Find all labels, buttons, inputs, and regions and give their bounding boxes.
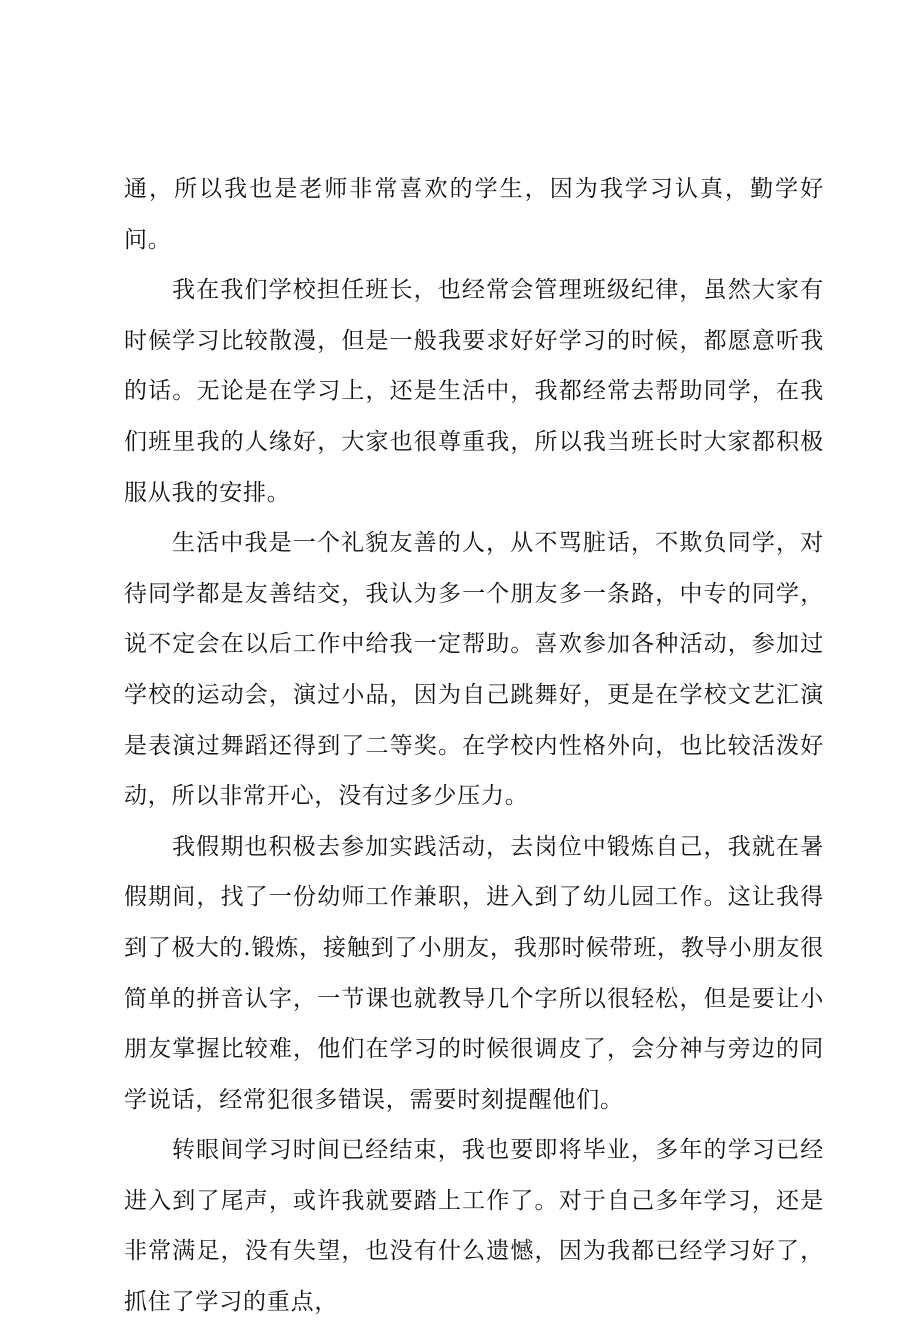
paragraph-graduation: 转眼间学习时间已经结束，我也要即将毕业，多年的学习已经进入到了尾声，或许我就要踏上工作了。对于自己多年学习，还是非常满足，没有失望，也没有什么遗憾，因为我都已经学习好了，抓住了学习的重点， [124,1137,824,1316]
paragraph-personality: 生活中我是一个礼貌友善的人，从不骂脏话，不欺负同学，对待同学都是友善结交，我认为多一个朋友多一条路，中专的同学，说不定会在以后工作中给我一定帮助。喜欢参加各种活动，参加过学校的运动会，演过小品，因为自己跳舞好，更是在学校文艺汇演是表演过舞蹈还得到了二等奖。在学校内性格外向，也比较活泼好动，所以非常开心，没有过多少压力。 [124,530,824,810]
paragraph-continuation: 通，所以我也是老师非常喜欢的学生，因为我学习认真，勤学好问。 [124,176,824,253]
document-body [124,164,824,1328]
paragraph-class-monitor: 我在我们学校担任班长，也经常会管理班级纪律，虽然大家有时候学习比较散漫，但是一般我要求好好学习的时候，都愿意听我的话。无论是在学习上，还是生活中，我都经常去帮助同学，在我们班里我的人缘好，大家也很尊重我，所以我当班长时大家都积极服从我的安排。 [124,277,824,506]
paragraph-practice: 我假期也积极去参加实践活动，去岗位中锻炼自己，我就在暑假期间，找了一份幼师工作兼职，进入到了幼儿园工作。这让我得到了极大的.锻炼，接触到了小朋友，我那时候带班，教导小朋友很简单的拼音认字，一节课也就教导几个字所以很轻松，但是要让小朋友掌握比较难，他们在学习的时候很调皮了，会分神与旁边的同学说话，经常犯很多错误，需要时刻提醒他们。 [124,833,824,1113]
